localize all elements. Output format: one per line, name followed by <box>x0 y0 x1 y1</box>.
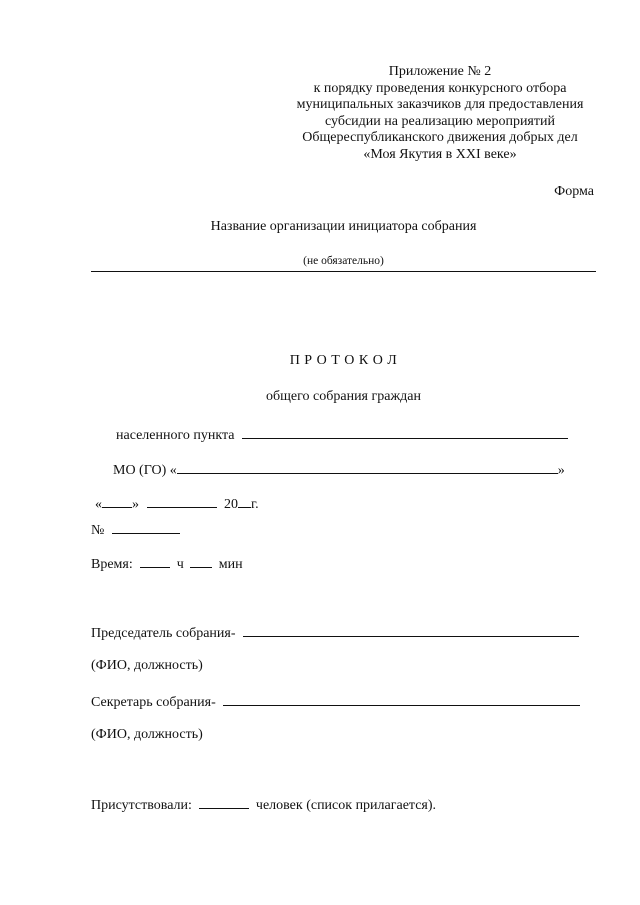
attended-row <box>91 796 436 814</box>
organization-title: Название организации инициатора собрания <box>210 219 477 234</box>
appendix-line: к порядку проведения конкурсного отбора <box>313 80 567 96</box>
chairman-field[interactable] <box>243 624 579 637</box>
organization-note: (не обязательно) <box>303 255 384 267</box>
protocol-subtitle: общего собрания граждан <box>266 389 421 404</box>
date-open-quote: « <box>95 497 102 512</box>
hours-field[interactable] <box>140 555 170 568</box>
secretary-hint: (ФИО, должность) <box>91 727 203 742</box>
settlement-row <box>116 426 568 444</box>
appendix-title: Приложение № 2 <box>388 64 492 79</box>
appendix-line: субсидии на реализацию мероприятий <box>325 113 555 129</box>
municipality-row <box>113 461 565 479</box>
date-close-quote: » <box>132 497 139 512</box>
appendix-line: Общереспубликанского движения добрых дел <box>302 130 578 146</box>
secretary-label: Секретарь собрания- <box>91 695 216 710</box>
attended-label: Присутствовали: <box>91 798 192 813</box>
day-field[interactable] <box>102 495 132 508</box>
protocol-title: П Р О Т О К О Л <box>289 353 398 368</box>
year-field[interactable] <box>238 495 251 508</box>
attended-suffix: человек (список прилагается). <box>255 798 437 813</box>
minutes-field[interactable] <box>190 555 212 568</box>
form-label: Форма <box>554 184 594 199</box>
minutes-unit: мин <box>218 557 243 572</box>
time-label: Время: <box>91 557 133 572</box>
year-suffix: г. <box>251 497 259 512</box>
number-label: № <box>91 523 105 538</box>
settlement-label: населенного пункта <box>116 428 235 443</box>
municipality-field[interactable] <box>177 461 558 474</box>
chairman-hint: (ФИО, должность) <box>91 658 203 673</box>
municipality-suffix: » <box>557 463 565 478</box>
appendix-line: «Моя Якутия в XXI веке» <box>363 146 517 162</box>
appendix-line: муниципальных заказчиков для предоставления <box>296 97 584 113</box>
chairman-row <box>91 624 579 642</box>
attended-count-field[interactable] <box>199 796 249 809</box>
hours-unit: ч <box>176 557 184 572</box>
settlement-field[interactable] <box>242 426 568 439</box>
appendix-header <box>270 64 610 164</box>
secretary-row <box>91 693 580 711</box>
time-row <box>91 555 243 573</box>
date-row <box>95 495 259 513</box>
municipality-prefix: МО (ГО) « <box>113 463 177 478</box>
organization-underline <box>91 271 596 272</box>
secretary-field[interactable] <box>223 693 580 706</box>
number-row <box>91 521 180 539</box>
number-field[interactable] <box>112 521 180 534</box>
month-field[interactable] <box>147 495 217 508</box>
chairman-label: Председатель собрания- <box>91 626 236 641</box>
year-prefix: 20 <box>224 497 238 512</box>
